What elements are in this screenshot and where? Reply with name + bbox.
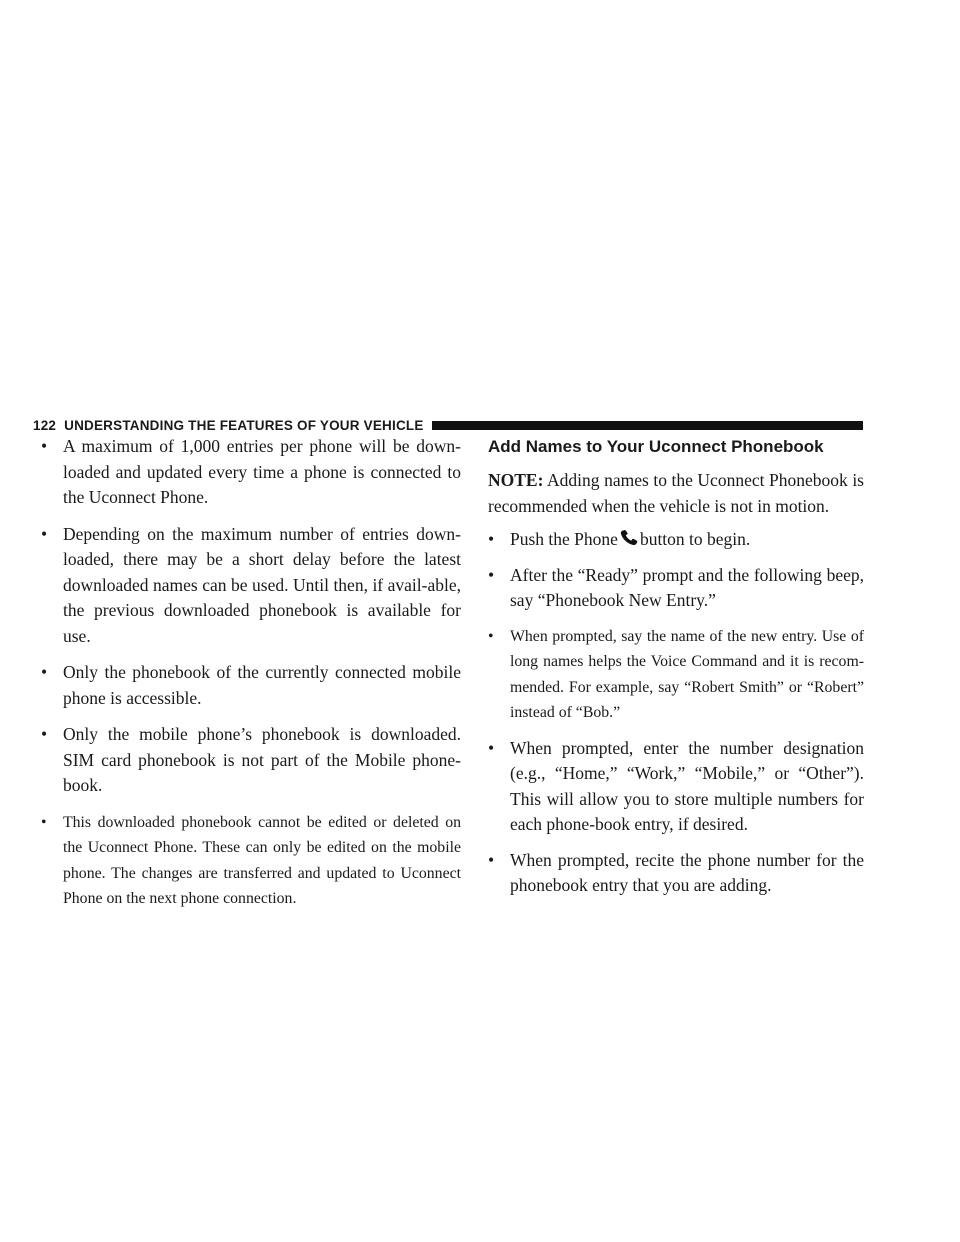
note-text: Adding names to the Uconnect Phonebook is recommended when the vehicle is not in motion. [488, 470, 864, 516]
header-rule [432, 421, 863, 430]
right-column [488, 434, 864, 909]
list-item: • Only the mobile phone’s phonebook is downloaded. SIM card phonebook is not part of the Mobile phone-book. [41, 722, 461, 799]
push-prefix: Push the Phone [510, 529, 618, 549]
list-item: • Depending on the maximum number of entries down-loaded, there may be a short delay before the latest downloaded names can be used. Until then, if avail-able, the previous downloaded phonebook is available for use. [41, 522, 461, 650]
list-item-push-phone [488, 527, 864, 553]
note-paragraph [488, 468, 864, 519]
subsection-heading: Add Names to Your Uconnect Phonebook [488, 437, 824, 456]
list-item: • This downloaded phonebook cannot be edited or deleted on the Uconnect Phone. These can only be edited on the mobile phone. The changes are transferred and updated to Uconnect Phone on the next phone connection. [41, 810, 461, 912]
list-item: • When prompted, recite the phone number for the phonebook entry that you are adding. [488, 848, 864, 899]
list-item: • After the “Ready” prompt and the following beep, say “Phonebook New Entry.” [488, 563, 864, 614]
right-bullet-list [488, 527, 864, 899]
left-bullet-list [41, 434, 461, 912]
list-item: • When prompted, enter the number designation (e.g., “Home,” “Work,” “Mobile,” or “Other”). This will allow you to store multiple numbers for each phone-book entry, if desired. [488, 736, 864, 838]
list-item: • When prompted, say the name of the new entry. Use of long names helps the Voice Command and it is recom-mended. For example, say “Robert Smith” or “Robert” instead of “Bob.” [488, 624, 864, 726]
page-number: 122 [33, 417, 57, 433]
list-item: • Only the phonebook of the currently connected mobile phone is accessible. [41, 660, 461, 711]
phone-icon [620, 528, 638, 544]
page-header [33, 416, 863, 434]
note-label: NOTE: [488, 470, 544, 490]
section-title: UNDERSTANDING THE FEATURES OF YOUR VEHICLE [64, 417, 424, 433]
left-column [41, 434, 461, 923]
push-suffix: button to begin. [639, 529, 751, 549]
list-item: • A maximum of 1,000 entries per phone will be down-loaded and updated every time a phone is connected to the Uconnect Phone. [41, 434, 461, 511]
